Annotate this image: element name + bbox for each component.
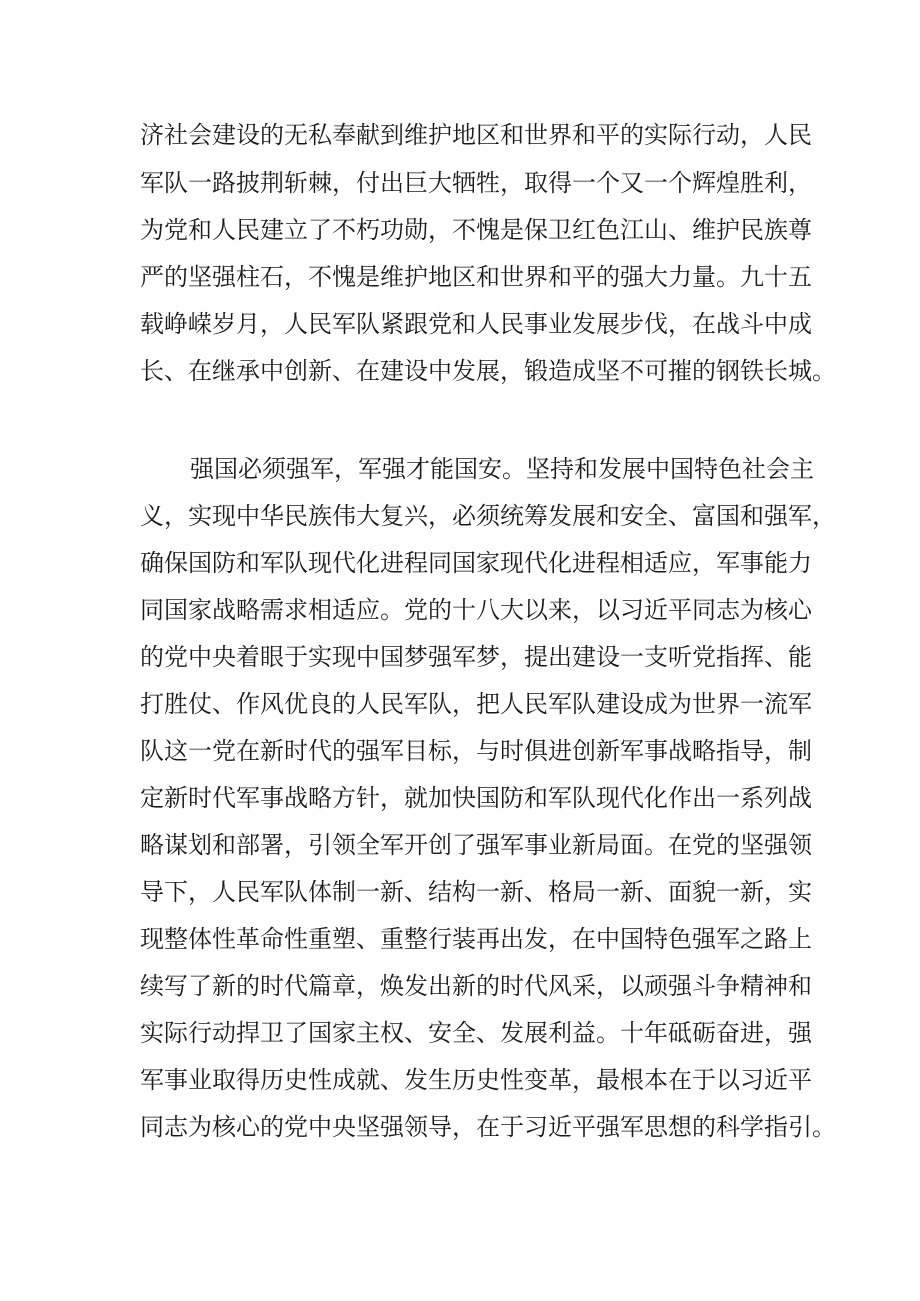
paragraph-2-line-7: 队这一党在新时代的强军目标，与时俱进创新军事战略指导，制 [140,737,812,765]
paragraph-2-line-11: 现整体性革命性重塑、重整行装再出发，在中国特色强军之路上 [140,925,812,953]
paragraph-2-line-2: 义，实现中华民族伟大复兴，必须统筹发展和安全、富国和强军， [140,502,836,530]
paragraph-2-line-4: 同国家战略需求相适应。党的十八大以来，以习近平同志为核心 [140,596,812,624]
paragraph-1-line-4: 严的坚强柱石，不愧是维护地区和世界和平的强大力量。九十五 [140,263,812,291]
paragraph-1-line-5: 载峥嵘岁月，人民军队紧跟党和人民事业发展步伐，在战斗中成 [140,310,812,338]
paragraph-2-line-6: 打胜仗、作风优良的人民军队，把人民军队建设成为世界一流军 [140,690,812,718]
paragraph-2-line-13: 实际行动捍卫了国家主权、安全、发展利益。十年砥砺奋进，强 [140,1019,812,1047]
paragraph-1-line-6: 长、在继承中创新、在建设中发展，锻造成坚不可摧的钢铁长城。 [140,357,836,385]
paragraph-2-line-15: 同志为核心的党中央坚强领导，在于习近平强军思想的科学指引。 [140,1113,836,1141]
paragraph-2-line-3: 确保国防和军队现代化进程同国家现代化进程相适应，军事能力 [140,549,812,577]
paragraph-2-line-10: 导下，人民军队体制一新、结构一新、格局一新、面貌一新，实 [140,878,812,906]
paragraph-2-line-12: 续写了新的时代篇章，焕发出新的时代风采，以顽强斗争精神和 [140,972,812,1000]
paragraph-2-line-5: 的党中央着眼于实现中国梦强军梦，提出建设一支听党指挥、能 [140,643,812,671]
paragraph-2-line-1: 强国必须强军，军强才能国安。坚持和发展中国特色社会主 [190,455,814,483]
paragraph-2-line-9: 略谋划和部署，引领全军开创了强军事业新局面。在党的坚强领 [140,831,812,859]
paragraph-2-line-14: 军事业取得历史性成就、发生历史性变革，最根本在于以习近平 [140,1066,812,1094]
paragraph-1-line-3: 为党和人民建立了不朽功勋，不愧是保卫红色江山、维护民族尊 [140,216,812,244]
paragraph-2-line-8: 定新时代军事战略方针，就加快国防和军队现代化作出一系列战 [140,784,812,812]
paragraph-1-line-2: 军队一路披荆斩棘，付出巨大牺牲，取得一个又一个辉煌胜利， [140,169,812,197]
paragraph-1-line-1: 济社会建设的无私奉献到维护地区和世界和平的实际行动，人民 [140,121,812,149]
